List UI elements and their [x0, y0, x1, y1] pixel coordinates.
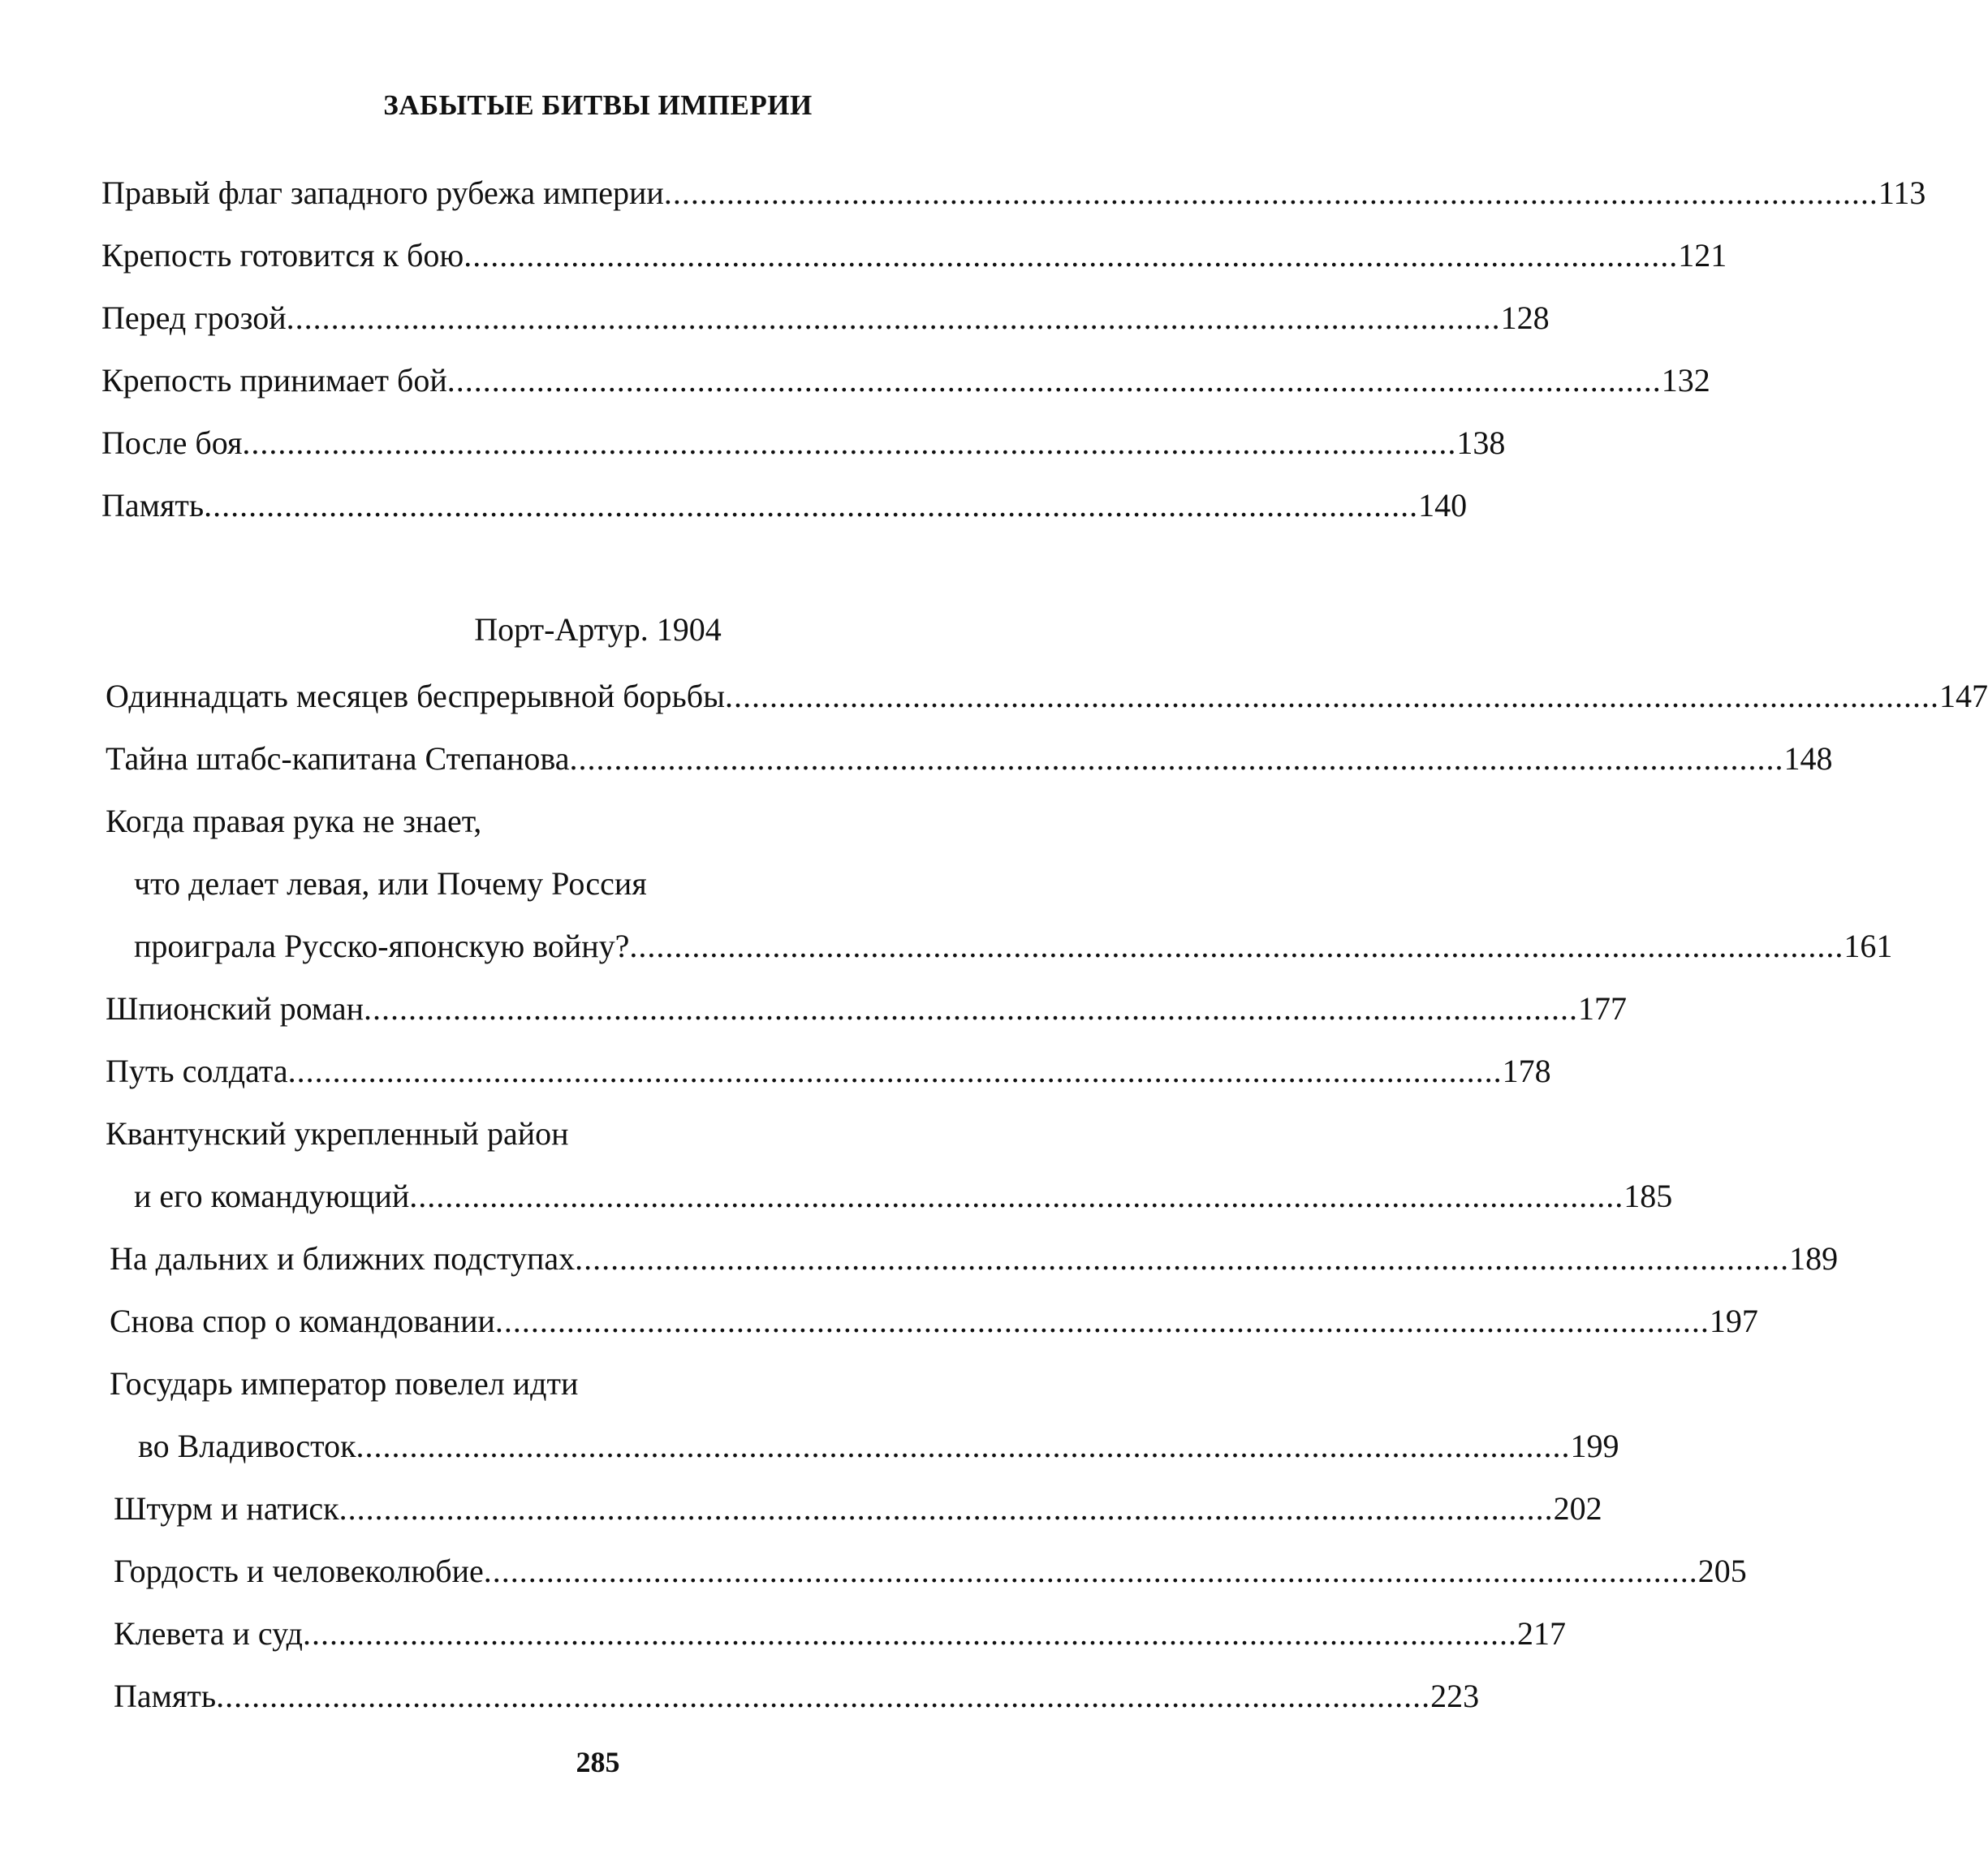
toc-entry-page: 113 [1878, 175, 1926, 211]
toc-entry-title: Правый флаг западного рубежа империи [101, 175, 664, 211]
leader-dots: ........................................................................................................................................ [204, 487, 1419, 524]
toc-entry-title: Тайна штабс-капитана Степанова [106, 740, 570, 777]
leader-dots: ........................................................................................................................................ [494, 1303, 1710, 1339]
toc-entry-page: 148 [1783, 740, 1833, 777]
toc-entry [134, 1174, 1673, 1219]
toc-entry-page: 128 [1500, 300, 1550, 336]
leader-dots: ........................................................................................................................................ [409, 1178, 1624, 1214]
toc-entry [114, 1611, 1566, 1657]
toc-entry-page: 223 [1430, 1678, 1480, 1714]
toc-entry-title: Снова спор о командовании [110, 1303, 495, 1339]
toc-entry [106, 986, 1628, 1032]
page-number: 285 [576, 1746, 620, 1778]
leader-dots: ........................................................................................................................................ [286, 300, 1501, 336]
toc-entry [101, 420, 1506, 466]
toc-entry [101, 170, 1926, 216]
toc-entry [114, 1549, 1747, 1594]
toc-entry-page: 138 [1456, 424, 1506, 461]
toc-entry-line [106, 799, 1092, 844]
toc-entry-title: Путь солдата [106, 1053, 288, 1089]
toc-entry [106, 674, 1988, 719]
toc-entry [101, 483, 1468, 528]
leader-dots: ........................................................................................................................................ [364, 990, 1579, 1027]
leader-dots: ........................................................................................................................................ [569, 740, 1784, 777]
leader-dots: ........................................................................................................................................ [725, 678, 1940, 714]
toc-entry-title: Штурм и натиск [114, 1490, 339, 1527]
toc-entry-page: 189 [1789, 1240, 1839, 1277]
leader-dots: ........................................................................................................................................ [303, 1615, 1517, 1652]
toc-entry-title: проиграла Русско-японскую войну? [134, 928, 630, 964]
toc-entry-title: Крепость принимает бой [101, 362, 447, 399]
toc-entry-page: 205 [1697, 1553, 1747, 1589]
leader-dots: ........................................................................................................................................ [216, 1678, 1431, 1714]
toc-entry [106, 1049, 1551, 1094]
toc-entry-line [134, 861, 1092, 907]
toc-entry-page: 121 [1678, 237, 1727, 274]
leader-dots: ........................................................................................................................................ [483, 1553, 1698, 1589]
toc-entry-title: Память [101, 487, 205, 524]
leader-dots: ........................................................................................................................................ [464, 237, 1679, 274]
toc-entry-title: Государь император повелел идти [110, 1365, 579, 1402]
toc-entry [138, 1424, 1619, 1469]
toc-entry-title: Клевета и суд [114, 1615, 303, 1652]
leader-dots: ........................................................................................................................................ [242, 424, 1457, 461]
toc-entry-title: На дальних и ближних подступах [110, 1240, 576, 1277]
leader-dots: ........................................................................................................................................ [287, 1053, 1503, 1089]
toc-entry [106, 736, 1833, 782]
toc-entry-title: Перед грозой [101, 300, 287, 336]
leader-dots: ........................................................................................................................................ [339, 1490, 1554, 1527]
toc-entry-line [110, 1361, 1092, 1407]
toc-entry [101, 295, 1550, 341]
toc-entry-line [106, 1111, 1092, 1157]
toc-entry-title: Одиннадцать месяцев беспрерывной борьбы [106, 678, 726, 714]
toc-entry [110, 1236, 1839, 1282]
toc-entry-title: и его командующий [134, 1178, 410, 1214]
toc-entry-page: 197 [1709, 1303, 1758, 1339]
toc-entry-title: Шпионский роман [106, 990, 364, 1027]
toc-entry-page: 217 [1517, 1615, 1566, 1652]
toc-entry-page: 202 [1553, 1490, 1602, 1527]
toc-entry [110, 1299, 1758, 1344]
toc-entry-title: что делает левая, или Почему Россия [134, 865, 647, 902]
toc-entry-page: 199 [1570, 1428, 1619, 1464]
section-title: Порт-Артур. 1904 [474, 611, 722, 648]
toc-entry-title: Память [114, 1678, 217, 1714]
leader-dots: ........................................................................................................................................ [663, 175, 1878, 211]
toc-entry-title: Гордость и человеколюбие [114, 1553, 484, 1589]
toc-entry-title: Когда правая рука не знает, [106, 803, 482, 839]
leader-dots: ........................................................................................................................................ [356, 1428, 1571, 1464]
leader-dots: ........................................................................................................................................ [446, 362, 1662, 399]
toc-entry-title: После боя [101, 424, 243, 461]
toc-entry [114, 1674, 1480, 1719]
leader-dots: ........................................................................................................................................ [575, 1240, 1790, 1277]
toc-entry-title: во Владивосток [138, 1428, 356, 1464]
toc-entry-page: 177 [1578, 990, 1628, 1027]
toc-entry-title: Крепость готовится к бою [101, 237, 464, 274]
toc-entry [134, 924, 1893, 969]
toc-entry-page: 185 [1624, 1178, 1673, 1214]
toc-entry-page: 140 [1418, 487, 1468, 524]
toc-entry [101, 358, 1710, 403]
leader-dots: ........................................................................................................................................ [629, 928, 1844, 964]
toc-entry-page: 161 [1844, 928, 1893, 964]
toc-entry-page: 178 [1502, 1053, 1551, 1089]
toc-entry [101, 233, 1727, 278]
toc-entry-page: 132 [1661, 362, 1710, 399]
running-head: ЗАБЫТЫЕ БИТВЫ ИМПЕРИИ [383, 89, 813, 121]
toc-entry-title: Квантунский укрепленный район [106, 1115, 569, 1152]
toc-entry-page: 147 [1939, 678, 1988, 714]
toc-entry [114, 1486, 1602, 1532]
